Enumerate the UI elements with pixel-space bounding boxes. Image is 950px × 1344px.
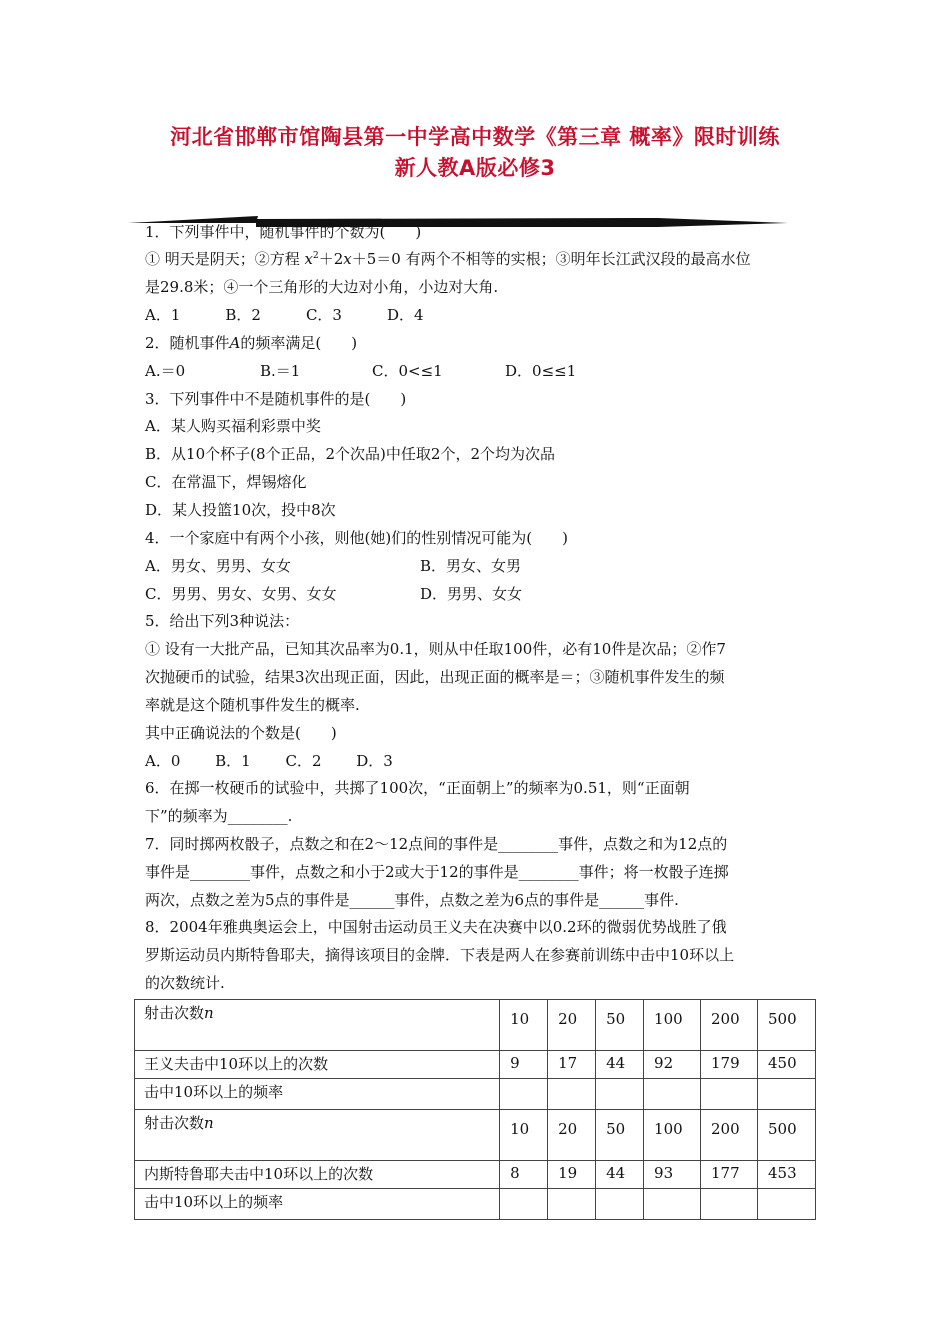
empty-cell[interactable] — [701, 1079, 758, 1110]
q4-option-a: A．男女、男男、女女 — [145, 557, 291, 575]
q8-line-2: 罗斯运动员内斯特鲁耶夫，摘得该项目的金牌．下表是两人在参赛前训练中击中10环以上 — [145, 946, 735, 964]
table-cell: 179 — [701, 1051, 758, 1079]
empty-cell[interactable] — [596, 1079, 644, 1110]
q4-option-d: D．男男、女女 — [420, 585, 523, 603]
q4-stem: 4．一个家庭中有两个小孩，则他(她)们的性别情况可能为( ) — [145, 529, 568, 547]
empty-cell[interactable] — [757, 1189, 815, 1220]
empty-cell[interactable] — [644, 1189, 701, 1220]
q2-option-d: D．0≤≤1 — [505, 362, 577, 380]
q7-line-2: 事件是________事件，点数之和小于2或大于12的事件是________事件；将一枚骰子连掷 — [145, 863, 729, 881]
q2-stem: 2．随机事件A的频率满足( ) — [145, 334, 358, 352]
table-cell: 9 — [500, 1051, 548, 1079]
q1-statement-line-2: 是29.8米；④一个三角形的大边对小角，小边对大角. — [145, 278, 499, 296]
table-cell: 10 — [500, 1000, 548, 1051]
q6-line-2: 下”的频率为________. — [145, 807, 293, 825]
table-row — [135, 1110, 816, 1161]
shooting-statistics-table — [134, 999, 816, 1220]
table-cell: 20 — [548, 1110, 596, 1161]
q3-option-a: A．某人购买福利彩票中奖 — [145, 417, 321, 435]
table-cell: 93 — [644, 1161, 701, 1189]
q5-statement-line-1: ① 设有一大批产品，已知其次品率为0.1，则从中任取100件，必有10件是次品；②作7 — [145, 640, 726, 658]
document-title-line-1: 河北省邯郸市馆陶县第一中学高中数学《第三章 概率》限时训练 — [170, 125, 780, 149]
q3-stem: 3．下列事件中不是随机事件的是( ) — [145, 390, 407, 408]
table-row — [135, 1079, 816, 1110]
q1-stem: 1．下列事件中，随机事件的个数为( ) — [145, 223, 422, 241]
table-row — [135, 1000, 816, 1051]
table-cell: 500 — [757, 1000, 815, 1051]
q4-option-b: B．男女、女男 — [420, 557, 522, 575]
q2-option-c: C．0<≤1 — [372, 362, 443, 380]
q1-statement-line-1: ① 明天是阴天；②方程 $x^2+2x+5=0$ 有两个不相等的实根；③明年长江武汉段的最高水位 — [145, 250, 751, 268]
table-cell: 177 — [701, 1161, 758, 1189]
q3-option-c: C．在常温下，焊锡熔化 — [145, 473, 307, 491]
q2-option-a: A.＝0 — [145, 362, 186, 380]
table-cell: 17 — [548, 1051, 596, 1079]
table-cell: 10 — [500, 1110, 548, 1161]
q1-options: A．1 B．2 C．3 D．4 — [145, 306, 424, 324]
table-cell: 44 — [596, 1051, 644, 1079]
table-cell: 453 — [757, 1161, 815, 1189]
empty-cell[interactable] — [548, 1189, 596, 1220]
table-row — [135, 1161, 816, 1189]
q3-option-d: D．某人投篮10次，投中8次 — [145, 501, 336, 519]
table-cell: 200 — [701, 1000, 758, 1051]
q8-line-3: 的次数统计. — [145, 974, 225, 992]
table-cell: 50 — [596, 1000, 644, 1051]
table-cell: 44 — [596, 1161, 644, 1189]
empty-cell[interactable] — [644, 1079, 701, 1110]
table-cell: 100 — [644, 1110, 701, 1161]
table-cell: 50 — [596, 1110, 644, 1161]
q6-line-1: 6．在掷一枚硬币的试验中，共掷了100次，“正面朝上”的频率为0.51，则“正面朝 — [145, 779, 690, 797]
wang-label-cell: 王义夫击中10环以上的次数 — [135, 1051, 500, 1079]
q8-line-1: 8．2004年雅典奥运会上，中国射击运动员王义夫在决赛中以0.2环的微弱优势战胜了俄 — [145, 918, 727, 936]
table-cell: 500 — [757, 1110, 815, 1161]
table-cell: 19 — [548, 1161, 596, 1189]
document-title-line-2: 新人教A版必修3 — [394, 156, 556, 180]
shots-label-cell: 射击次数n — [135, 1000, 500, 1051]
table-cell: 8 — [500, 1161, 548, 1189]
table-cell: 200 — [701, 1110, 758, 1161]
q7-line-3: 两次，点数之差为5点的事件是______事件，点数之差为6点的事件是______事件. — [145, 891, 679, 909]
table-cell: 450 — [757, 1051, 815, 1079]
table-cell: 20 — [548, 1000, 596, 1051]
empty-cell[interactable] — [500, 1189, 548, 1220]
q5-prompt: 其中正确说法的个数是( ) — [145, 724, 337, 742]
shots-label-cell: 射击次数n — [135, 1110, 500, 1161]
q7-line-1: 7．同时掷两枚骰子，点数之和在2～12点间的事件是________事件，点数之和为12点的 — [145, 835, 728, 853]
q2-option-b: B.＝1 — [260, 362, 301, 380]
empty-cell[interactable] — [500, 1079, 548, 1110]
q5-stem: 5．给出下列3种说法： — [145, 612, 300, 630]
empty-cell[interactable] — [548, 1079, 596, 1110]
empty-cell[interactable] — [701, 1189, 758, 1220]
q5-statement-line-2: 次抛硬币的试验，结果3次出现正面，因此，出现正面的概率是＝；③随机事件发生的频 — [145, 668, 725, 686]
table-row — [135, 1051, 816, 1079]
frequency-label-cell: 击中10环以上的频率 — [135, 1189, 500, 1220]
table-row — [135, 1189, 816, 1220]
table-cell: 92 — [644, 1051, 701, 1079]
nest-label-cell: 内斯特鲁耶夫击中10环以上的次数 — [135, 1161, 500, 1189]
q4-option-c: C．男男、男女、女男、女女 — [145, 585, 337, 603]
q5-statement-line-3: 率就是这个随机事件发生的概率. — [145, 696, 360, 714]
empty-cell[interactable] — [757, 1079, 815, 1110]
q5-options: A．0 B．1 C．2 D．3 — [145, 752, 393, 770]
frequency-label-cell: 击中10环以上的频率 — [135, 1079, 500, 1110]
table-cell: 100 — [644, 1000, 701, 1051]
q3-option-b: B．从10个杯子(8个正品，2个次品)中任取2个，2个均为次品 — [145, 445, 555, 463]
empty-cell[interactable] — [596, 1189, 644, 1220]
